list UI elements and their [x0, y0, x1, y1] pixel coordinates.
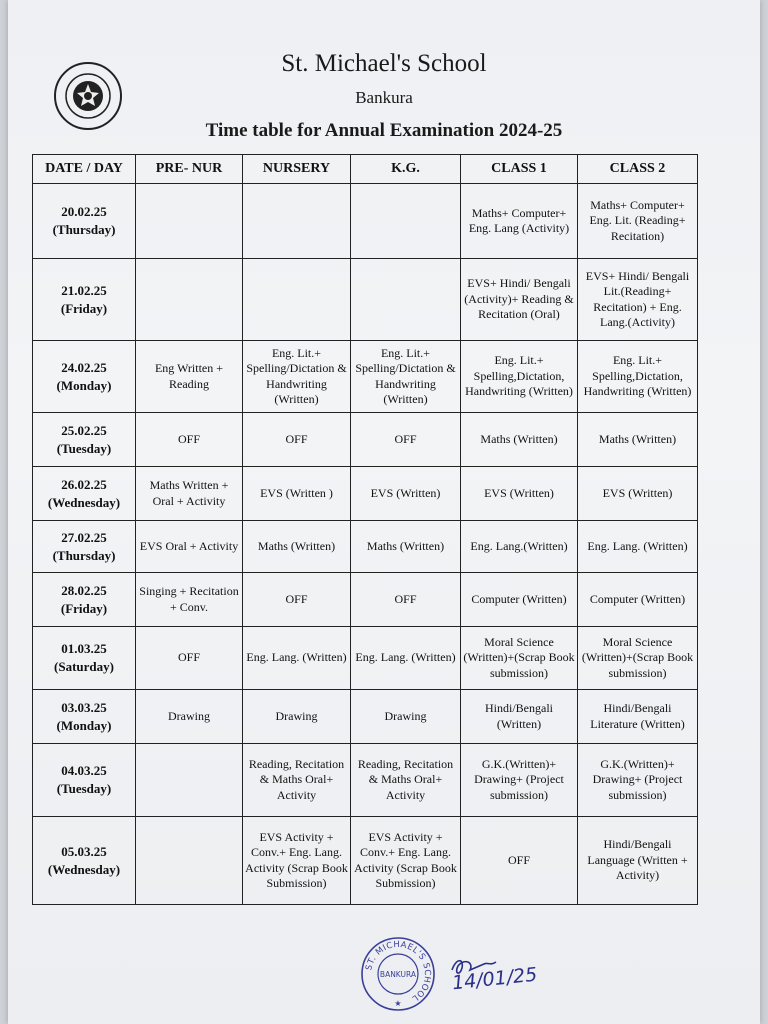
schedule-cell: EVS (Written)	[461, 467, 578, 521]
schedule-cell: Maths (Written)	[578, 413, 698, 467]
date-text: 28.02.25	[61, 582, 107, 598]
column-header: CLASS 1	[461, 155, 578, 184]
stamp-ring-text: ST. MICHAEL'S SCHOOL	[364, 939, 433, 1004]
schedule-cell: Maths Written + Oral + Activity	[136, 467, 243, 521]
schedule-cell	[351, 184, 461, 259]
schedule-cell: EVS+ Hindi/ Bengali (Activity)+ Reading & Recitation (Oral)	[461, 259, 578, 341]
table-row	[33, 627, 698, 690]
schedule-cell: Eng. Lang.(Written)	[461, 521, 578, 573]
signature-date: 14/01/25	[451, 963, 539, 995]
schedule-cell: Hindi/Bengali (Written)	[461, 690, 578, 744]
date-text: 24.02.25	[61, 359, 107, 375]
date-cell	[33, 521, 136, 573]
schedule-cell: Maths+ Computer+ Eng. Lang (Activity)	[461, 184, 578, 259]
schedule-cell: Eng. Lang. (Written)	[578, 521, 698, 573]
school-location: Bankura	[355, 88, 413, 107]
schedule-cell: OFF	[351, 413, 461, 467]
table-row	[33, 184, 698, 259]
table-row	[33, 341, 698, 413]
schedule-cell: Eng. Lit.+ Spelling,Dictation, Handwriting (Written)	[578, 341, 698, 413]
schedule-cell: Computer (Written)	[461, 573, 578, 627]
schedule-cell: OFF	[461, 817, 578, 905]
schedule-cell: EVS (Written)	[578, 467, 698, 521]
day-text: (Tuesday)	[56, 440, 112, 456]
date-text: 03.03.25	[61, 699, 107, 715]
schedule-cell	[243, 259, 351, 341]
page-title: Time table for Annual Examination 2024-25	[205, 120, 563, 141]
schedule-cell: Eng. Lit.+ Spelling/Dictation & Handwriting (Written)	[351, 341, 461, 413]
day-text: (Tuesday)	[56, 781, 112, 796]
exam-timetable	[32, 154, 698, 905]
date-text: 05.03.25	[61, 843, 107, 859]
column-header: K.G.	[351, 155, 461, 184]
table-row	[33, 817, 698, 905]
schedule-cell: Reading, Recitation & Maths Oral+ Activity	[351, 744, 461, 817]
date-text: 27.02.25	[61, 529, 107, 545]
table-row	[33, 690, 698, 744]
table-row	[33, 744, 698, 817]
day-text: (Monday)	[56, 377, 112, 393]
date-cell	[33, 467, 136, 521]
schedule-cell: EVS Activity + Conv.+ Eng. Lang. Activity (Scrap Book Submission)	[243, 817, 351, 905]
date-cell	[33, 341, 136, 413]
table-row	[33, 467, 698, 521]
schedule-cell: OFF	[243, 413, 351, 467]
schedule-cell: Eng Written + Reading	[136, 341, 243, 413]
schedule-cell: Moral Science (Written)+(Scrap Book submission)	[461, 627, 578, 690]
column-header: NURSERY	[243, 155, 351, 184]
schedule-cell	[136, 817, 243, 905]
schedule-cell	[136, 184, 243, 259]
schedule-cell: OFF	[136, 627, 243, 690]
schedule-cell: Drawing	[136, 690, 243, 744]
schedule-cell	[351, 259, 461, 341]
schedule-cell: Eng. Lit.+ Spelling/Dictation & Handwriting (Written)	[243, 341, 351, 413]
school-stamp	[360, 936, 436, 1012]
date-cell	[33, 627, 136, 690]
schedule-cell: Hindi/Bengali Literature (Written)	[578, 690, 698, 744]
schedule-cell: Eng. Lang. (Written)	[243, 627, 351, 690]
schedule-cell: G.K.(Written)+ Drawing+ (Project submission)	[578, 744, 698, 817]
schedule-cell: Reading, Recitation & Maths Oral+ Activity	[243, 744, 351, 817]
date-cell	[33, 259, 136, 341]
day-text: (Friday)	[60, 300, 108, 316]
schedule-cell: Hindi/Bengali Language (Written + Activity)	[578, 817, 698, 905]
day-text: (Wednesday)	[47, 861, 121, 877]
svg-text:★: ★	[394, 999, 402, 1008]
date-text: 20.02.25	[61, 204, 107, 219]
schedule-cell: Computer (Written)	[578, 573, 698, 627]
schedule-cell	[243, 184, 351, 259]
schedule-cell: Drawing	[351, 690, 461, 744]
date-cell	[33, 690, 136, 744]
schedule-cell: EVS Oral + Activity	[136, 521, 243, 573]
schedule-cell: G.K.(Written)+ Drawing+ (Project submission)	[461, 744, 578, 817]
day-text: (Friday)	[60, 600, 108, 616]
table-row	[33, 259, 698, 341]
schedule-cell	[136, 259, 243, 341]
column-header: DATE / DAY	[33, 155, 136, 184]
table-row	[33, 573, 698, 627]
schedule-cell: OFF	[136, 413, 243, 467]
day-text: (Monday)	[56, 717, 112, 733]
table-row	[33, 521, 698, 573]
date-cell	[33, 413, 136, 467]
column-header: CLASS 2	[578, 155, 698, 184]
date-text: 25.02.25	[61, 422, 107, 438]
date-text: 01.03.25	[61, 641, 107, 656]
schedule-cell: Maths (Written)	[243, 521, 351, 573]
schedule-cell: Eng. Lang. (Written)	[351, 627, 461, 690]
date-cell	[33, 184, 136, 259]
schedule-cell: Eng. Lit.+ Spelling,Dictation, Handwriting (Written)	[461, 341, 578, 413]
schedule-cell: Maths+ Computer+ Eng. Lit. (Reading+ Recitation)	[578, 184, 698, 259]
day-text: (Thursday)	[52, 222, 116, 237]
column-header: PRE- NUR	[136, 155, 243, 184]
schedule-cell	[136, 744, 243, 817]
schedule-cell: Drawing	[243, 690, 351, 744]
schedule-cell: OFF	[351, 573, 461, 627]
date-cell	[33, 573, 136, 627]
schedule-cell: EVS (Written)	[351, 467, 461, 521]
schedule-cell: OFF	[243, 573, 351, 627]
date-text: 26.02.25	[61, 476, 107, 492]
stamp-center-text: BANKURA	[379, 970, 417, 979]
day-text: (Thursday)	[52, 547, 116, 563]
schedule-cell: EVS Activity + Conv.+ Eng. Lang. Activity (Scrap Book Submission)	[351, 817, 461, 905]
day-text: (Wednesday)	[47, 494, 121, 510]
school-name: St. Michael's School	[281, 50, 487, 77]
schedule-cell: Moral Science (Written)+(Scrap Book submission)	[578, 627, 698, 690]
schedule-cell: Singing + Recitation + Conv.	[136, 573, 243, 627]
schedule-cell: Maths (Written)	[351, 521, 461, 573]
table-header-row	[33, 155, 698, 184]
day-text: (Saturday)	[54, 659, 114, 674]
date-cell	[33, 744, 136, 817]
date-text: 21.02.25	[61, 282, 107, 298]
table-row	[33, 413, 698, 467]
schedule-cell: EVS+ Hindi/ Bengali Lit.(Reading+ Recitation) + Eng. Lang.(Activity)	[578, 259, 698, 341]
date-cell	[33, 817, 136, 905]
schedule-cell: Maths (Written)	[461, 413, 578, 467]
date-text: 04.03.25	[61, 763, 107, 778]
schedule-cell: EVS (Written )	[243, 467, 351, 521]
